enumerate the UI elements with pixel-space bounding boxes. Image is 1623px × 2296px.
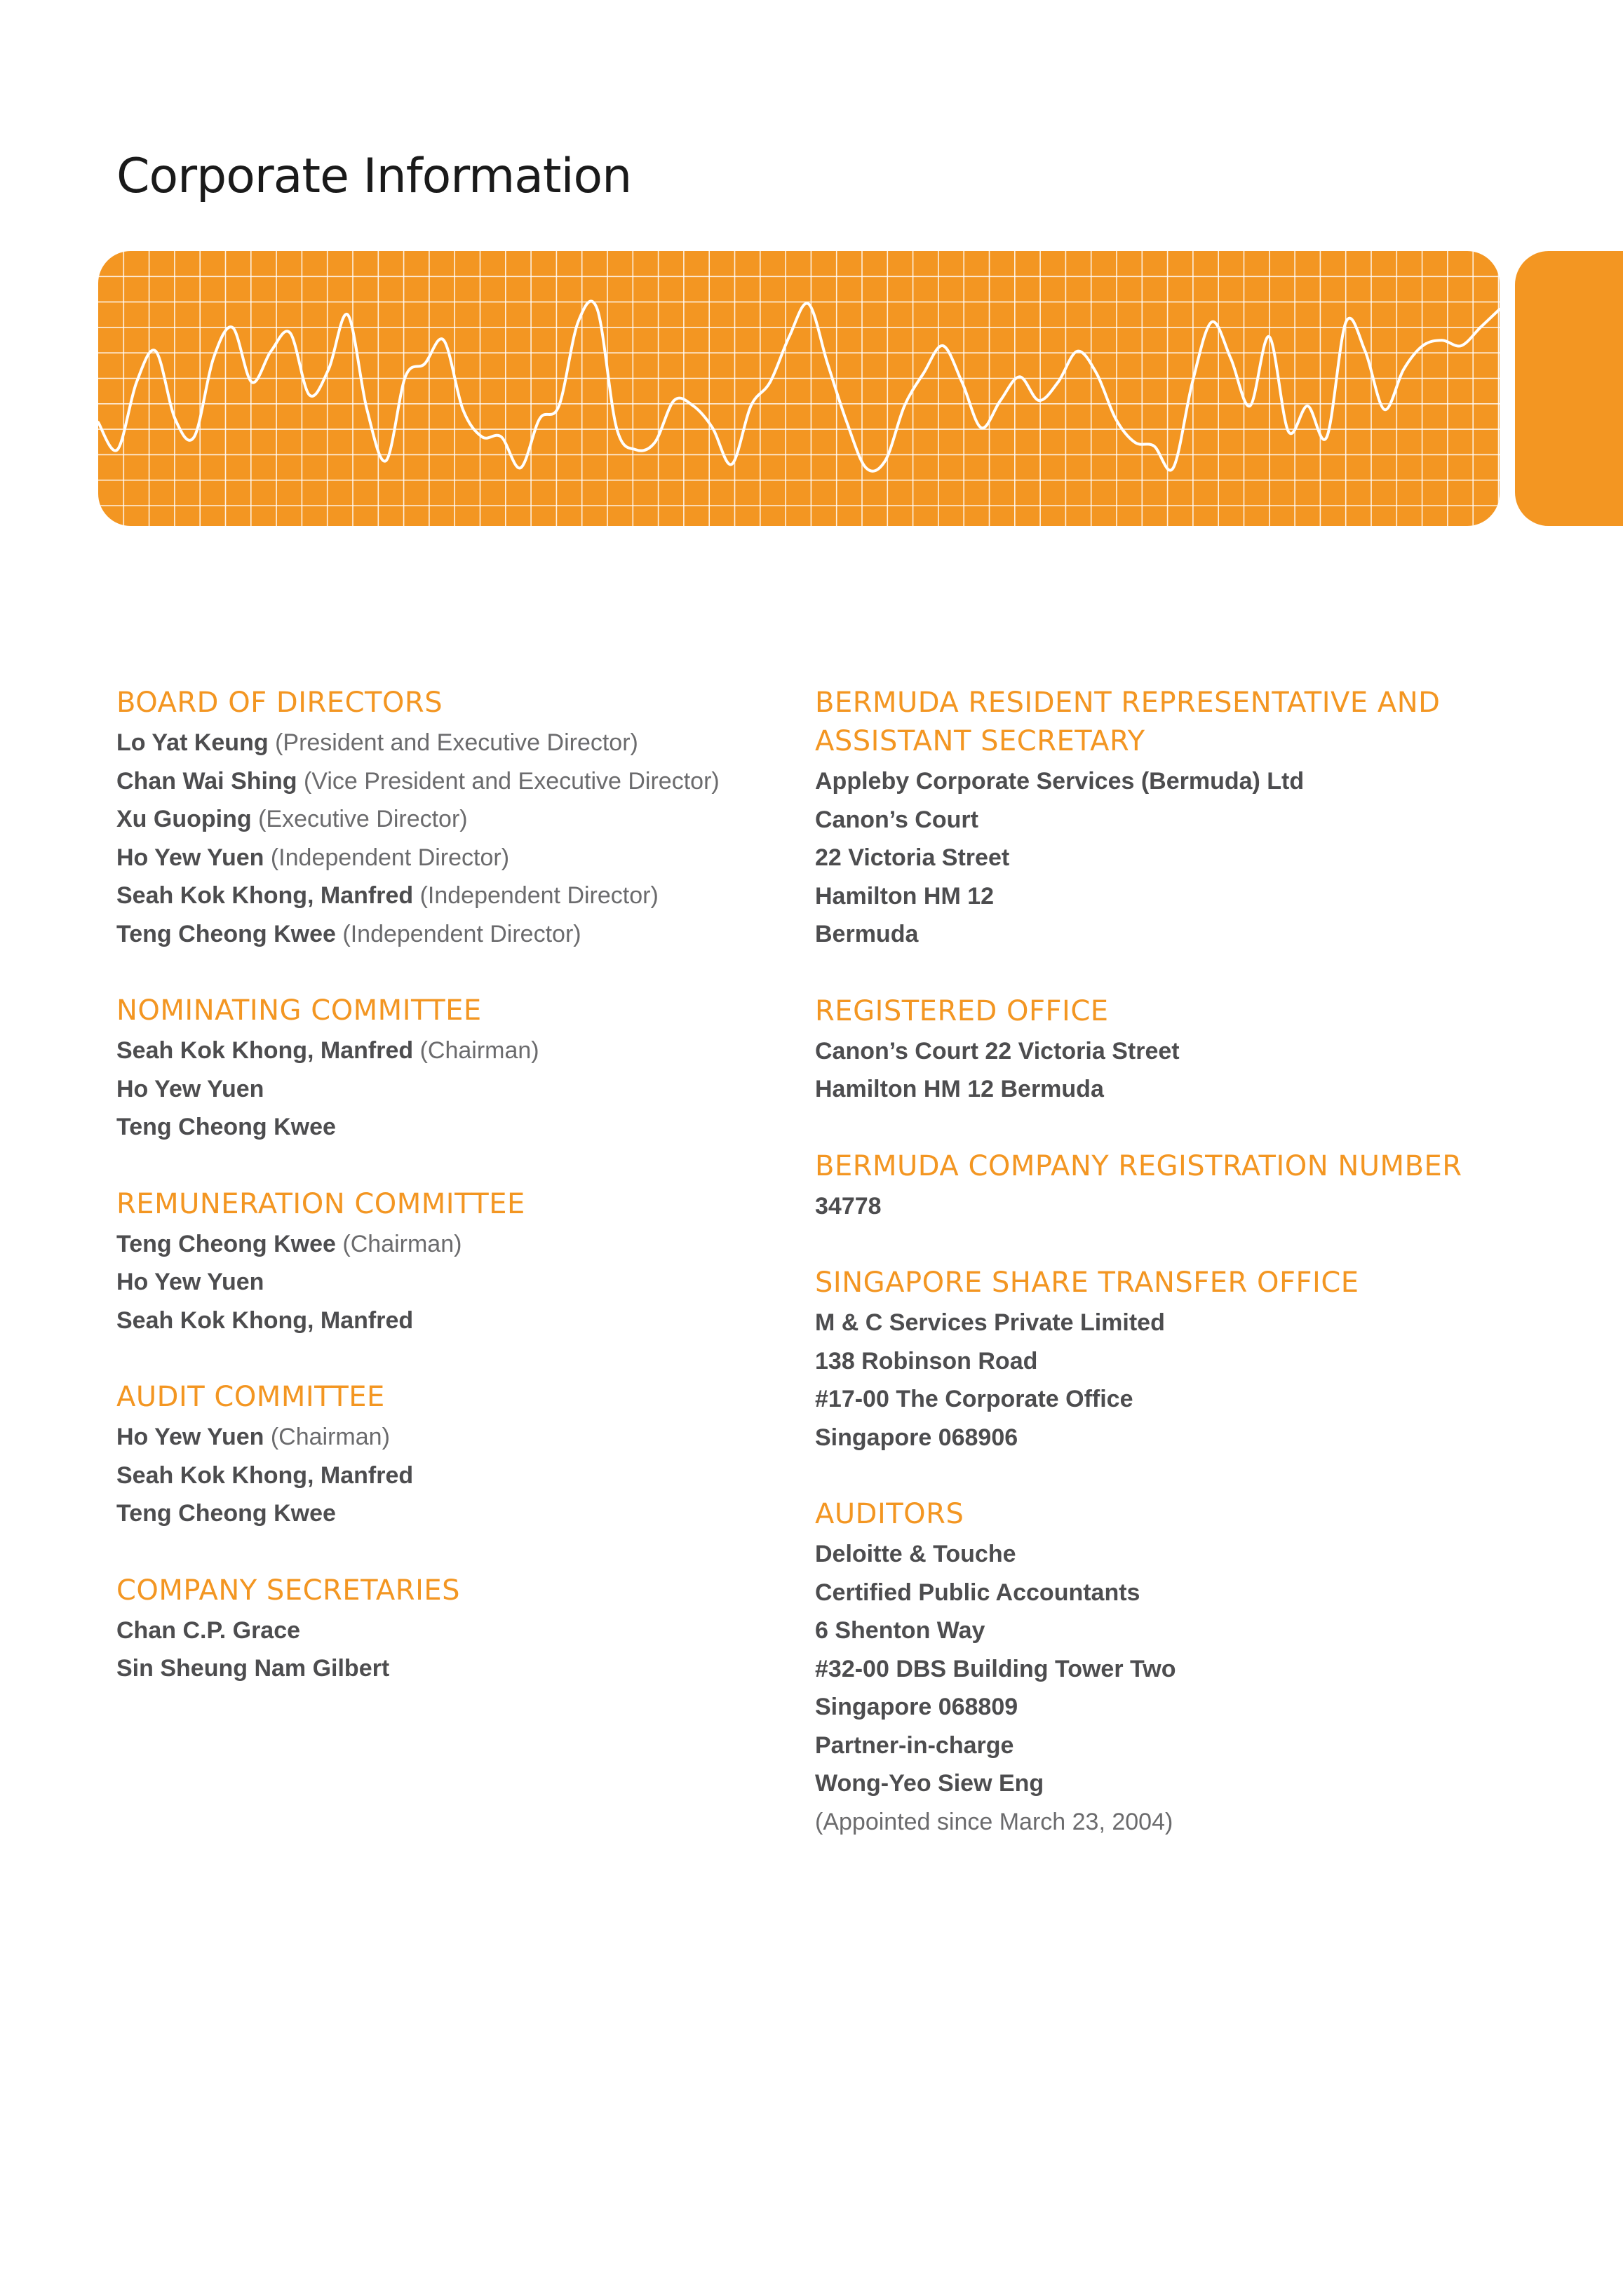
address-line: Certified Public Accountants	[815, 1579, 1140, 1606]
section-heading: BERMUDA COMPANY REGISTRATION NUMBER	[815, 1149, 1462, 1182]
section-heading: REGISTERED OFFICE	[815, 994, 1109, 1027]
list-item	[116, 1494, 762, 1533]
secretary-name: Chan C.P. Grace	[116, 1616, 301, 1644]
registration-number: 34778	[815, 1192, 882, 1220]
member-name: Seah Kok Khong, Manfred	[116, 1037, 414, 1064]
section-heading: BOARD OF DIRECTORS	[116, 687, 443, 719]
address-line: Singapore 068906	[815, 1424, 1018, 1451]
list-item	[116, 724, 762, 762]
address-line: 6 Shenton Way	[815, 1617, 985, 1644]
list-item	[116, 1263, 762, 1302]
director-name: Chan Wai Shing	[116, 767, 297, 795]
list-item	[116, 1649, 762, 1688]
left-column	[116, 684, 762, 1727]
section-heading: COMPANY SECRETARIES	[116, 1574, 461, 1607]
section-share-transfer-office	[815, 1264, 1502, 1457]
right-column	[815, 684, 1502, 1879]
member-name: Ho Yew Yuen	[116, 1269, 264, 1295]
side-tab-decoration	[1515, 251, 1623, 526]
section-registered-office	[815, 992, 1502, 1109]
director-role: (Independent Director)	[270, 844, 510, 871]
address-line: Appleby Corporate Services (Bermuda) Ltd	[815, 768, 1305, 795]
member-role: (Chairman)	[270, 1424, 390, 1450]
director-name: Lo Yat Keung	[116, 729, 269, 756]
address-line: Deloitte & Touche	[815, 1541, 1016, 1567]
section-heading: NOMINATING COMMITTEE	[116, 994, 482, 1027]
heading-line: ASSISTANT SECRETARY	[815, 725, 1145, 757]
member-name: Teng Cheong Kwee	[116, 1500, 336, 1527]
list-item	[116, 915, 762, 954]
address-line: M & C Services Private Limited	[815, 1309, 1165, 1336]
banner-background	[98, 251, 1500, 526]
address-line: Canon’s Court	[815, 806, 978, 833]
address-line: Singapore 068809	[815, 1694, 1018, 1720]
director-name: Xu Guoping	[116, 806, 252, 832]
address-line: 22 Victoria Street	[815, 844, 1010, 871]
page-title: Corporate Information	[116, 149, 632, 204]
address-line: Bermuda	[815, 921, 919, 947]
address-line: 138 Robinson Road	[815, 1347, 1038, 1375]
section-bermuda-resident-representative	[815, 684, 1502, 954]
list-item	[116, 1108, 762, 1147]
list-item	[116, 1302, 762, 1340]
address-line: Hamilton HM 12 Bermuda	[815, 1076, 1104, 1102]
director-role: (President and Executive Director)	[275, 729, 638, 756]
address-line: #17-00 The Corporate Office	[815, 1386, 1133, 1412]
list-item	[116, 1418, 762, 1457]
list-item	[116, 762, 762, 801]
section-heading	[815, 684, 1502, 761]
list-item	[116, 1070, 762, 1109]
section-company-secretaries	[116, 1572, 762, 1688]
address-line: Canon’s Court 22 Victoria Street	[815, 1037, 1180, 1065]
director-role: (Executive Director)	[258, 806, 468, 832]
director-name: Teng Cheong Kwee	[116, 920, 336, 947]
address-line: #32-00 DBS Building Tower Two	[815, 1655, 1176, 1682]
section-heading: SINGAPORE SHARE TRANSFER OFFICE	[815, 1267, 1359, 1299]
member-name: Seah Kok Khong, Manfred	[116, 1306, 414, 1334]
member-role: (Chairman)	[342, 1230, 462, 1257]
section-audit-committee	[116, 1378, 762, 1533]
section-heading: AUDIT COMMITTEE	[116, 1381, 385, 1413]
director-role: (Vice President and Executive Director)	[303, 767, 720, 795]
list-item	[116, 877, 762, 915]
address-line: Partner-in-charge	[815, 1731, 1014, 1759]
section-heading: AUDITORS	[815, 1498, 964, 1530]
section-heading: REMUNERATION COMMITTEE	[116, 1187, 525, 1220]
member-name: Seah Kok Khong, Manfred	[116, 1461, 414, 1489]
section-board-of-directors	[116, 684, 762, 953]
member-name: Ho Yew Yuen	[116, 1424, 264, 1450]
list-item	[116, 1032, 762, 1070]
list-item	[116, 800, 762, 839]
heading-line: BERMUDA RESIDENT REPRESENTATIVE AND	[815, 687, 1441, 719]
list-item	[116, 1457, 762, 1495]
member-role: (Chairman)	[419, 1037, 539, 1064]
director-name: Seah Kok Khong, Manfred	[116, 882, 414, 909]
member-name: Teng Cheong Kwee	[116, 1230, 336, 1257]
address-line: Wong-Yeo Siew Eng	[815, 1770, 1044, 1797]
section-auditors	[815, 1495, 1502, 1841]
list-item	[116, 839, 762, 877]
member-name: Teng Cheong Kwee	[116, 1114, 336, 1140]
director-role: (Independent Director)	[419, 882, 659, 909]
director-name: Ho Yew Yuen	[116, 844, 264, 871]
section-registration-number	[815, 1147, 1502, 1226]
list-item	[116, 1612, 762, 1650]
appointment-note: (Appointed since March 23, 2004)	[815, 1808, 1173, 1835]
address-line: Hamilton HM 12	[815, 882, 995, 910]
member-name: Ho Yew Yuen	[116, 1075, 264, 1102]
section-nominating-committee	[116, 992, 762, 1147]
director-role: (Independent Director)	[342, 920, 581, 947]
secretary-name: Sin Sheung Nam Gilbert	[116, 1655, 390, 1682]
list-item	[116, 1225, 762, 1264]
waveform-banner	[98, 251, 1500, 526]
section-remuneration-committee	[116, 1185, 762, 1340]
